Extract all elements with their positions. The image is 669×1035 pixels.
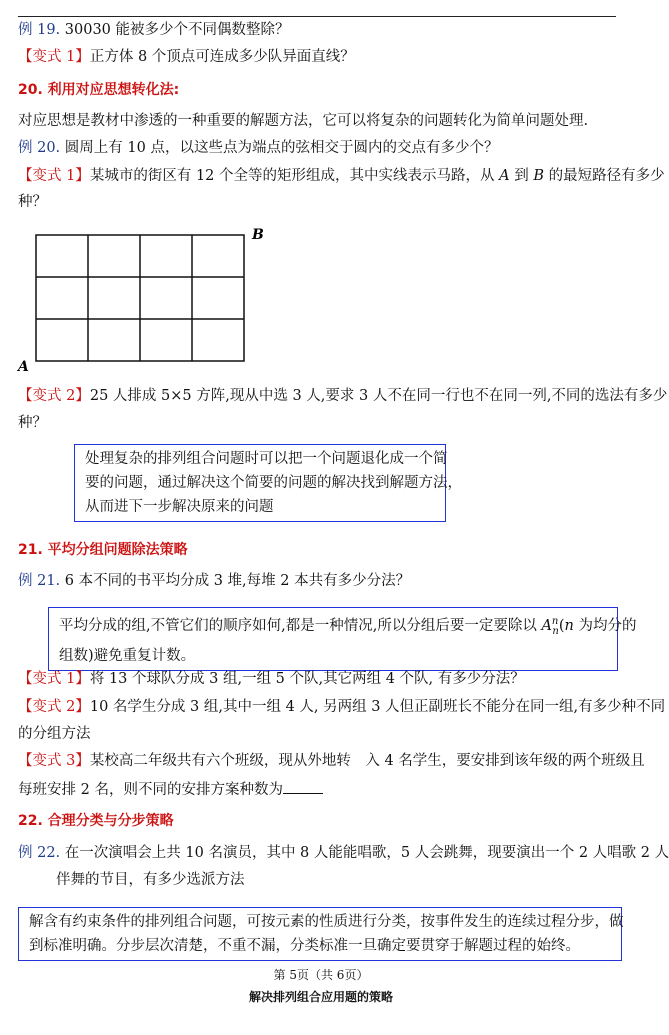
section-heading-20: 20. 利用对应思想转化法: — [18, 82, 180, 98]
example-label: 例 19. — [18, 22, 61, 38]
example-21 — [18, 571, 410, 591]
example-text: 6 本不同的书平均分成 3 堆,每堆 2 本共有多少分法？ — [64, 573, 411, 589]
variant-2-b-cont: 的分组方法 — [18, 726, 91, 742]
variant-tag: 【变式 2】 — [18, 699, 90, 715]
grid-label-a: A — [18, 359, 29, 375]
variant-text: 每班安排 2 名，则不同的安排方案种数为 — [18, 782, 283, 798]
example-22 — [18, 843, 669, 863]
example-text: 30030 能被多少个不同偶数整除？ — [64, 22, 290, 38]
note-text: ( — [558, 617, 565, 634]
variant-1-c — [18, 669, 525, 689]
example-22-cont: 伴舞的节目，有多少选派方法 — [56, 872, 245, 888]
example-label: 例 21. — [18, 573, 61, 589]
note-box-2 — [48, 607, 637, 671]
variant-2-b — [18, 697, 665, 717]
footer-title: 解决排列组合应用题的策略 — [248, 990, 393, 1004]
street-grid-diagram — [16, 225, 276, 375]
variant-2 — [18, 386, 667, 406]
example-text: 在一次演唱会上共 10 名演员，其中 8 人能能唱歌，5 人会跳舞，现要演出一个 2 人唱歌 2 人 — [64, 845, 669, 861]
subscript: n — [552, 625, 559, 637]
variable-n: n — [564, 617, 574, 634]
variant-text: 到 — [509, 168, 534, 184]
variant-tag: 【变式 2】 — [18, 388, 90, 404]
variant-text: 某城市的街区有 12 个全等的矩形组成，其中实线表示马路，从 — [89, 168, 500, 184]
answer-blank — [283, 779, 323, 794]
example-20 — [18, 138, 498, 158]
note-line — [59, 610, 637, 644]
variant-3 — [18, 751, 645, 771]
paragraph-20: 对应思想是教材中渗透的一种重要的解题方法，它可以将复杂的问题转化为简单问题处理. — [18, 113, 589, 129]
variant-tag: 【变式 1】 — [18, 671, 90, 687]
point-b-label: B — [533, 168, 544, 184]
variant-text: 25 人排成 5×5 方阵,现从中选 3 人,要求 3 人不在同一行也不在同一列,不同的选法有多少 — [89, 388, 668, 404]
note-line: 从而进下一步解决原来的问题 — [85, 499, 274, 515]
page-number: 第 5页（共 6页） — [273, 968, 369, 982]
variant-tag: 【变式 3】 — [18, 753, 90, 769]
grid-lines — [36, 235, 244, 361]
superscript: n — [551, 616, 559, 627]
variant-1 — [18, 47, 355, 67]
grid-label-b: B — [252, 227, 264, 243]
variant-text: 将 13 个球队分成 3 组,一组 5 个队,其它两组 4 个队, 有多少分法？ — [89, 671, 525, 687]
variant-1-b — [18, 166, 665, 186]
section-heading-21: 21. 平均分组问题除法策略 — [18, 542, 188, 558]
arrangement-symbol: A — [541, 617, 552, 634]
note-line: 组数)避免重复计数。 — [59, 647, 196, 664]
variant-text: 某校高二年级共有六个班级，现从外地转 入 4 名学生，要安排到该年级的两个班级且 — [89, 753, 645, 769]
example-label: 例 22. — [18, 845, 61, 861]
top-rule — [18, 16, 616, 17]
example-text: 圆周上有 10 点，以这些点为端点的弦相交于圆内的交点有多少个？ — [64, 140, 499, 156]
section-heading-22: 22. 合理分类与分步策略 — [18, 813, 174, 829]
note-text: 平均分成的组,不管它们的顺序如何,都是一种情况,所以分组后要一定要除以 — [59, 617, 542, 634]
example-label: 例 20. — [18, 140, 61, 156]
note-line: 要的问题，通过解决这个简要的问题的解决找到解题方法， — [85, 475, 462, 491]
variant-text: 的最短路径有多少 — [543, 168, 665, 184]
variant-text: 正方体 8 个顶点可连成多少队异面直线？ — [89, 49, 355, 65]
variant-tag: 【变式 1】 — [18, 49, 90, 65]
note-box-3 — [18, 907, 622, 961]
note-line: 处理复杂的排列组合问题时可以把一个问题退化成一个简 — [85, 451, 448, 467]
variant-2-cont: 种？ — [18, 415, 47, 431]
variant-1-b-cont: 种？ — [18, 194, 47, 210]
note-box-1 — [74, 444, 462, 522]
variant-3-cont — [18, 779, 323, 800]
variant-text: 10 名学生分成 3 组,其中一组 4 人, 另两组 3 人但正副班长不能分在同一组,有多少种不同 — [89, 699, 666, 715]
point-a-label: A — [499, 168, 510, 184]
note-line: 解含有约束条件的排列组合问题，可按元素的性质进行分类，按事件发生的连续过程分步，做 — [29, 914, 624, 930]
example-19 — [18, 20, 290, 40]
note-text: 为均分的 — [573, 617, 637, 634]
note-line: 到标准明确。分步层次清楚，不重不漏，分类标准一旦确定要贯穿于解题过程的始终。 — [29, 938, 580, 954]
variant-tag: 【变式 1】 — [18, 168, 90, 184]
